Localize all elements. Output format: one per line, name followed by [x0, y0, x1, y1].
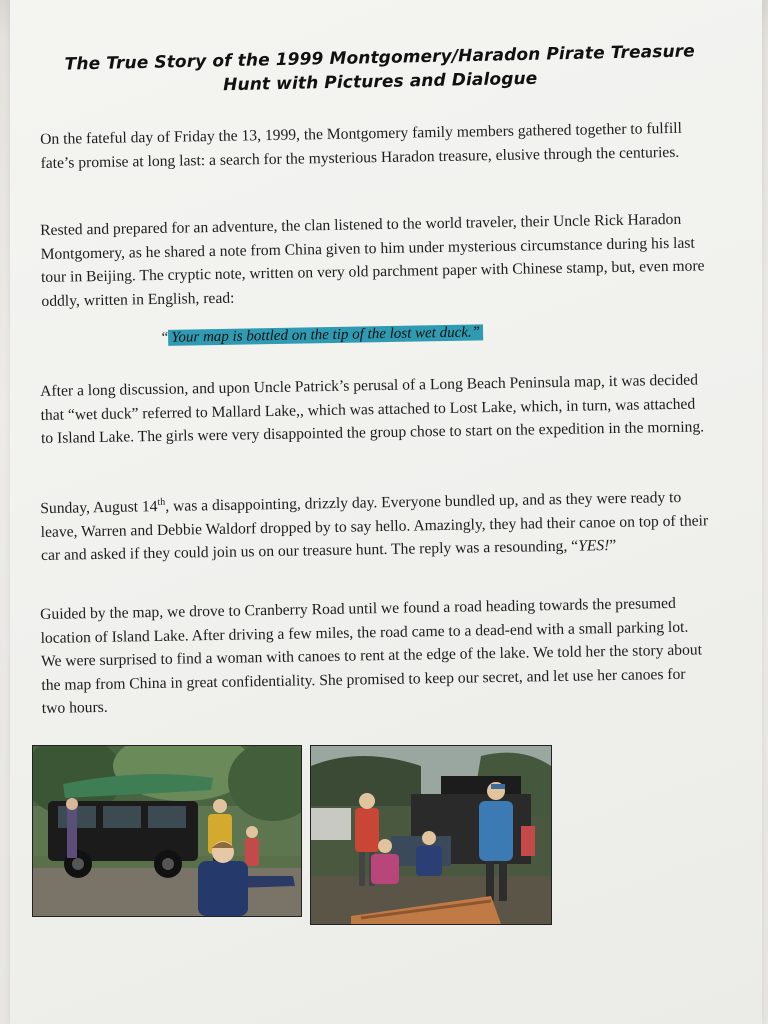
- sunday-text: , was a disappointing, drizzly day. Everyone bundled up, and as they were ready to leave, Warren and Debbie Waldorf dropped by to say hello. Amazingly, they had their canoe on top of their car and asked if they could join us on our treasure hunt. The reply was a resounding, “: [40, 488, 709, 565]
- date-suffix: th: [157, 496, 166, 508]
- paragraph-note: Rested and prepared for an adventure, the clan listened to the world traveler, their Uncle Rick Haradon Montgomery, as he shared a note from China given to him under mysterious circumstance during his last tour in Beijing. The cryptic note, written on very old parchment paper with Chinese stamp, but, even more oddly, written in English, read:: [40, 210, 705, 310]
- title-line-1: The True Story of the 1999 Montgomery/Haradon Pirate Treasure: [64, 41, 695, 75]
- photo-jeep-with-canoe: [32, 745, 302, 917]
- person-red-jacket: [355, 808, 379, 852]
- paragraph-wet-duck: After a long discussion, and upon Uncle Patrick’s perusal of a Long Beach Peninsula map, it was decided that “wet duck” referred to Mallard Lake,, which was attached to Lost Lake, which, in turn, was attached to Island Lake. The girls were very disappointed the group chose to start on the expedition in the morning.: [40, 371, 705, 447]
- page-title: [60, 39, 701, 100]
- open-hatch: [441, 776, 521, 794]
- paragraph-cranberry-road: Guided by the map, we drove to Cranberry Road until we found a road heading towards the presumed location of Island Lake. After driving a few miles, the road came to a dead-end with a small parking lot. We were surprised to find a woman with canoes to rent at the edge of the lake. We told her the story about the map from China in great confidentiality. She promised to keep our secret, and let use her canoes for two hours.: [40, 594, 703, 717]
- sunday-close-quote: ”: [609, 537, 617, 555]
- paragraph-intro: On the fateful day of Friday the 13, 1999, the Montgomery family members gathered together to fulfill fate’s promise at long last: a search for the mysterious Haradon treasure, elusive through the centuries.: [40, 119, 683, 172]
- document-page: [10, 0, 762, 1024]
- adult-blue-jacket: [479, 801, 513, 861]
- highlighted-quote: [160, 324, 483, 347]
- yes-reply: YES!: [577, 537, 610, 555]
- quote-text: Your map is bottled on the tip of the lost wet duck.”: [168, 324, 483, 345]
- title-line-2: Hunt with Pictures and Dialogue: [222, 68, 538, 96]
- quote-open-mark: “: [160, 329, 169, 346]
- group-car-illustration: [311, 746, 551, 924]
- photo-group-at-car: [310, 745, 552, 925]
- paragraph-sunday: [40, 481, 709, 567]
- child-blue-jacket: [198, 861, 248, 916]
- sunday-date: Sunday, August 14: [40, 498, 158, 518]
- jeep-canoe-illustration: [33, 746, 301, 916]
